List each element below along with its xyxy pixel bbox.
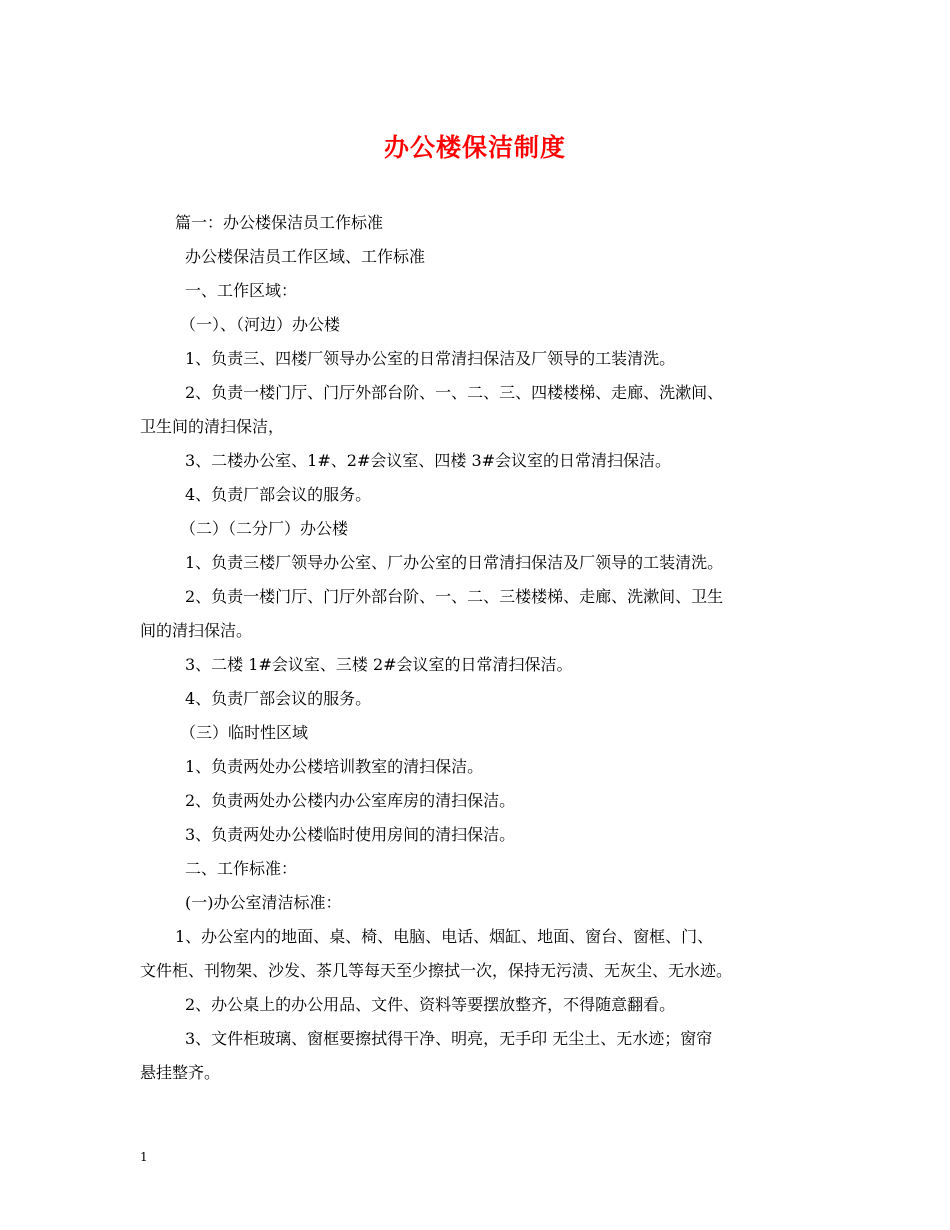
text-line: 卫生间的清扫保洁，	[140, 417, 285, 436]
text-line: 一、工作区域：	[185, 281, 298, 300]
text-line: 4、负责厂部会议的服务。	[185, 689, 372, 708]
text-line: 2、负责两处办公楼内办公室库房的清扫保洁。	[185, 791, 516, 810]
text-line: 3、负责两处办公楼临时使用房间的清扫保洁。	[185, 825, 516, 844]
text-line: （二）（二分厂）办公楼	[180, 519, 349, 538]
text-line: 4、负责厂部会议的服务。	[185, 485, 372, 504]
text-line: 3、二楼办公室、1#、2#会议室、四楼 3#会议室的日常清扫保洁。	[185, 451, 672, 470]
text-line: 间的清扫保洁。	[140, 621, 253, 640]
text-line: 1、负责三楼厂领导办公室、厂办公室的日常清扫保洁及厂领导的工装清洗。	[185, 553, 724, 572]
document-title: 办公楼保洁制度	[383, 133, 566, 162]
text-line: 2、负责一楼门厅、门厅外部台阶、一、二、三楼楼梯、走廊、洗漱间、卫生	[185, 587, 724, 606]
text-line: (一)办公室清洁标准：	[185, 893, 342, 912]
text-line: （三）临时性区域	[180, 723, 309, 742]
text-line: 办公楼保洁员工作区域、工作标准	[185, 247, 426, 266]
text-line: 3、二楼 1#会议室、三楼 2#会议室的日常清扫保洁。	[185, 655, 573, 674]
text-line: 悬挂整齐。	[140, 1063, 221, 1082]
text-line: 1、办公室内的地面、桌、椅、电脑、电话、烟缸、地面、窗台、窗框、门、	[175, 927, 714, 946]
text-line: 3、文件柜玻璃、窗框要擦拭得干净、明亮，无手印 无尘土、无水迹；窗帘	[185, 1029, 713, 1048]
text-line: 二、工作标准：	[185, 859, 298, 878]
text-line: 篇一：办公楼保洁员工作标准	[175, 213, 384, 232]
page-number: 1	[140, 1150, 148, 1164]
text-line: 2、办公桌上的办公用品、文件、资料等要摆放整齐，不得随意翻看。	[185, 995, 676, 1014]
text-line: （一）、（河边）办公楼	[180, 315, 341, 334]
document-body	[140, 206, 820, 1090]
text-line: 1、负责两处办公楼培训教室的清扫保洁。	[185, 757, 484, 776]
text-line: 2、负责一楼门厅、门厅外部台阶、一、二、三、四楼楼梯、走廊、洗漱间、	[185, 383, 724, 402]
text-line: 文件柜、刊物架、沙发、茶几等每天至少擦拭一次，保持无污渍、无灰尘、无水迹。	[140, 961, 733, 980]
text-line: 1、负责三、四楼厂领导办公室的日常清扫保洁及厂领导的工装清洗。	[185, 349, 676, 368]
